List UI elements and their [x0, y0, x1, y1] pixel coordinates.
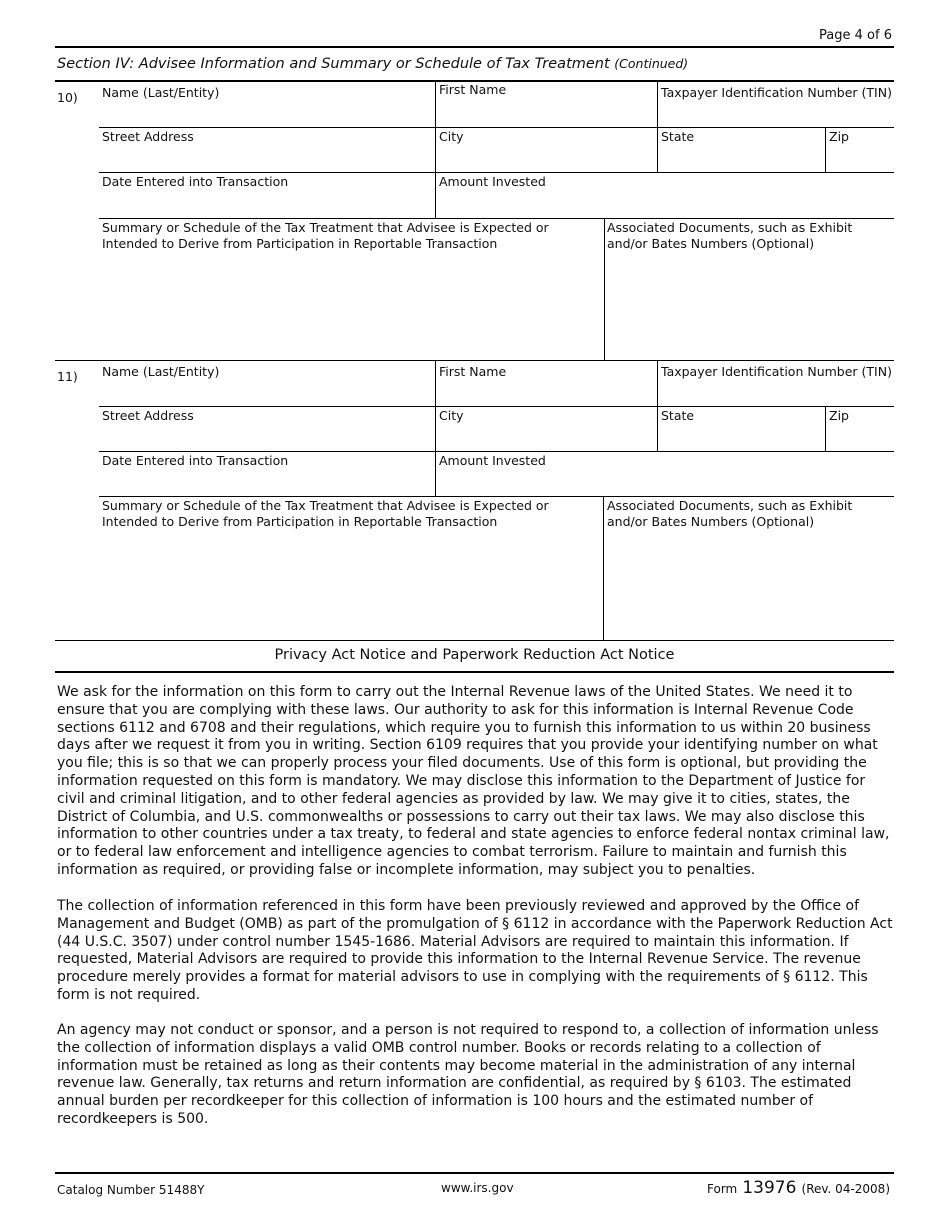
privacy-paragraph-3: An agency may not conduct or sponsor, and a person is not required to respond to, a collection of information unless the collection of information displays a valid OMB control number. Books or records relating to a collection of information must be retained as long as their contents may become material in the administration of any internal revenue law. Generally, tax returns and return information are confidential, as required by § 6103. The estimated annual burden per recordkeeper for this collection of information is 100 hours and the estimated number of recordkeepers is 500.: [57, 1022, 879, 1127]
page-indicator: Page 4 of 6: [819, 28, 892, 43]
name-label: Name (Last/Entity): [102, 364, 220, 379]
divider: [825, 127, 826, 172]
divider: [435, 172, 436, 218]
summary-field[interactable]: [102, 534, 597, 632]
privacy-notice-title: Privacy Act Notice and Paperwork Reduction Act Notice: [274, 647, 675, 663]
first-name-label: First Name: [439, 364, 507, 379]
divider: [657, 80, 658, 127]
associated-docs-label: Associated Documents, such as Exhibit and/or Bates Numbers (Optional): [607, 498, 853, 529]
footer-rule: [55, 1172, 894, 1174]
divider: [657, 127, 658, 172]
row-rule: [99, 172, 894, 173]
divider: [657, 406, 658, 451]
amount-invested-field[interactable]: [439, 193, 889, 213]
amount-invested-label: Amount Invested: [439, 174, 546, 189]
divider: [435, 127, 436, 172]
amount-invested-label: Amount Invested: [439, 453, 546, 468]
summary-label: Summary or Schedule of the Tax Treatment that Advisee is Expected or Intended to Derive from Participation in Reportable Transaction: [102, 220, 549, 251]
irs-website: www.irs.gov: [441, 1181, 514, 1195]
privacy-paragraph-2: The collection of information referenced in this form have been previously reviewed and approved by the Office of Management and Budget (OMB) as part of the promulgation of § 6112 in accordance with the Paperwork Reduction Act (44 U.S.C. 3507) under control number 1545-1686. Material Advisors are required to maintain this information. If requested, Material Advisors are required to provide this information to the Internal Revenue Service. The revenue procedure merely provides a format for material advisors to use in complying with the requirements of § 6112. This form is not required.: [57, 898, 893, 1003]
divider: [435, 80, 436, 127]
street-field[interactable]: [102, 427, 432, 447]
header-rule: [55, 46, 894, 48]
form-number: 13976: [742, 1178, 797, 1198]
date-entered-field[interactable]: [102, 193, 432, 213]
privacy-paragraph-1: We ask for the information on this form to carry out the Internal Revenue laws of the United States. We need it to ensure that you are complying with these laws. Our authority to ask for this information is Internal Revenue Code sections 6112 and 6708 and their regulations, which require you to furnish this information to us within 20 business days after we request it from you in writing. Section 6109 requires that you provide your identifying number on what you file; this is so that we can properly process your filed documents. Use of this form is optional, but providing the information requested on this form is mandatory. We may disclose this information to the Department of Justice for civil and criminal litigation, and to other federal agencies as provided by law. We may give it to cities, states, the District of Columbia, and U.S. commonwealths or possessions to carry out their tax laws. We may also disclose this information to other countries under a tax treaty, to federal and state agencies to enforce federal nontax criminal law, or to federal law enforcement and intelligence agencies to combat terrorism. Failure to maintain and furnish this information as required, or providing false or incomplete information, may subject you to penalties.: [57, 684, 890, 878]
section-continued: (Continued): [614, 56, 689, 71]
divider: [604, 218, 605, 360]
date-entered-label: Date Entered into Transaction: [102, 174, 289, 189]
first-name-field[interactable]: [439, 383, 654, 403]
entry-number: 10): [57, 90, 78, 105]
form-prefix: Form: [707, 1182, 738, 1196]
zip-field[interactable]: [829, 427, 891, 447]
first-name-label: First Name: [439, 82, 507, 97]
state-field[interactable]: [661, 427, 821, 447]
city-field[interactable]: [439, 427, 654, 447]
section-title-text: Section IV: Advisee Information and Summary or Schedule of Tax Treatment: [57, 56, 610, 72]
date-entered-field[interactable]: [102, 472, 432, 492]
tin-label: Taxpayer Identification Number (TIN): [661, 364, 892, 379]
divider: [435, 406, 436, 451]
street-field[interactable]: [102, 148, 432, 168]
tin-field[interactable]: [661, 383, 891, 403]
form-revision: (Rev. 04-2008): [801, 1182, 890, 1196]
city-label: City: [439, 408, 464, 423]
associated-docs-label: Associated Documents, such as Exhibit and/or Bates Numbers (Optional): [607, 220, 853, 251]
entry-number: 11): [57, 369, 78, 384]
state-label: State: [661, 408, 695, 423]
row-rule: [99, 406, 894, 407]
row-rule: [99, 451, 894, 452]
street-address-label: Street Address: [102, 129, 194, 144]
privacy-title-rule: [55, 671, 894, 673]
zip-field[interactable]: [829, 148, 891, 168]
city-field[interactable]: [439, 148, 654, 168]
catalog-number: Catalog Number 51488Y: [57, 1183, 205, 1197]
summary-field[interactable]: [102, 256, 597, 354]
summary-label: Summary or Schedule of the Tax Treatment that Advisee is Expected or Intended to Derive from Participation in Reportable Transaction: [102, 498, 549, 529]
associated-docs-field[interactable]: [607, 256, 889, 354]
zip-label: Zip: [829, 408, 849, 423]
divider: [603, 496, 604, 640]
associated-docs-field[interactable]: [607, 534, 889, 632]
divider: [435, 360, 436, 406]
divider: [657, 360, 658, 406]
state-label: State: [661, 129, 695, 144]
first-name-field[interactable]: [439, 104, 654, 124]
row-rule: [99, 127, 894, 128]
table-bottom-rule: [55, 640, 894, 641]
zip-label: Zip: [829, 129, 849, 144]
amount-invested-field[interactable]: [439, 472, 889, 492]
row-rule: [99, 218, 894, 219]
entry-separator: [55, 360, 894, 361]
tin-label: Taxpayer Identification Number (TIN): [661, 85, 892, 100]
tin-field[interactable]: [661, 104, 891, 124]
form-id: [707, 1178, 890, 1198]
name-field[interactable]: [102, 383, 432, 403]
state-field[interactable]: [661, 148, 821, 168]
section-title: [57, 56, 688, 72]
name-label: Name (Last/Entity): [102, 85, 220, 100]
date-entered-label: Date Entered into Transaction: [102, 453, 289, 468]
city-label: City: [439, 129, 464, 144]
street-address-label: Street Address: [102, 408, 194, 423]
divider: [825, 406, 826, 451]
row-rule: [99, 496, 894, 497]
divider: [435, 451, 436, 496]
name-field[interactable]: [102, 104, 432, 124]
